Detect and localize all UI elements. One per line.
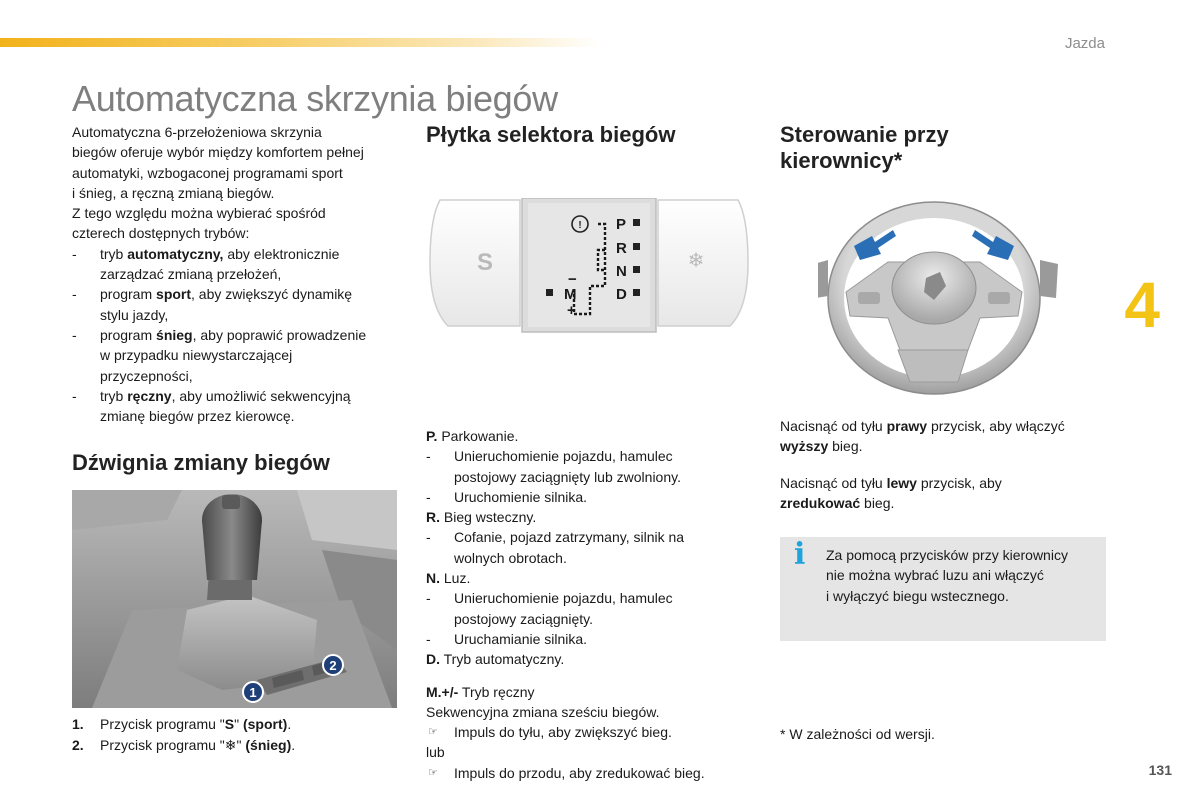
top-accent-bar — [0, 38, 600, 47]
downshift-text: Nacisnąć od tyłu lewy przycisk, aby zredukować bieg. — [780, 474, 1002, 511]
mode-text: w przypadku niewystarczającej — [100, 347, 293, 364]
snow-button-icon: ❄ — [687, 248, 705, 272]
mode-text: zmianę biegów przez kierowcę. — [100, 408, 295, 425]
info-box — [780, 537, 1106, 641]
indicator-m — [546, 289, 553, 296]
position-detail: - Unieruchomienie pojazdu, hamulec postojowy zaciągnięty lub zwolniony. — [426, 448, 681, 485]
mode-text: tryb — [100, 245, 128, 262]
selector-n: N — [616, 263, 627, 280]
mode-text: aby elektronicznie — [223, 245, 340, 262]
position-detail: - Unieruchomienie pojazdu, hamulec postojowy zaciągnięty. — [426, 590, 673, 627]
legend-number: 2. — [72, 736, 84, 753]
mode-text: , aby zwiększyć dynamikę — [191, 286, 353, 303]
lever-heading: Dźwignia zmiany biegów — [72, 450, 330, 476]
legend-text: " — [234, 716, 243, 733]
mode-name: śnieg — [156, 326, 193, 343]
intro-text — [72, 122, 402, 244]
legend-item-2 — [72, 735, 402, 755]
upshift-text: Nacisnąć od tyłu prawy przycisk, aby włączyć wyższy bieg. — [780, 418, 1065, 455]
selector-p: P — [616, 216, 627, 233]
indicator-r — [633, 243, 640, 250]
intro-line: Z tego względu można wybierać spośród — [72, 205, 326, 222]
position-p: P. Parkowanie. — [426, 428, 519, 444]
position-d: D. Tryb automatyczny. — [426, 651, 565, 668]
manual-bullet: ☞ Impuls do przodu, aby zredukować bieg. — [426, 763, 756, 783]
page-title: Automatyczna skrzynia biegów — [72, 78, 558, 119]
footnote: * W zależności od wersji. — [780, 726, 935, 742]
indicator-n — [633, 266, 640, 273]
photo-legend — [72, 714, 402, 755]
indicator-d — [633, 289, 640, 296]
column-intro — [72, 122, 402, 755]
steering-instructions — [780, 416, 1110, 513]
gear-lever-photo — [72, 490, 397, 708]
manual-line: Sekwencyjna zmiana sześciu biegów. — [426, 703, 660, 720]
snowflake-icon: ❄ — [224, 736, 237, 753]
intro-line: i śnieg, a ręczną zmianą biegów. — [72, 184, 275, 201]
mode-text: , aby umożliwić sekwencyjną — [171, 387, 351, 404]
svg-text:!: ! — [578, 220, 582, 231]
selector-heading: Płytka selektora biegów — [426, 122, 676, 147]
position-detail: - Uruchomienie silnika. — [426, 488, 588, 505]
legend-text: Przycisk programu " — [100, 736, 225, 753]
mode-text: przyczepności, — [100, 367, 193, 384]
mode-item-automatic: - tryb automatyczny, aby elektronicznie zarządzać zmianą przełożeń, — [72, 244, 402, 285]
mode-text: tryb — [100, 387, 128, 404]
legend-key: (sport) — [242, 716, 288, 733]
intro-line: Automatyczna 6-przełożeniowa skrzynia — [72, 124, 322, 140]
position-detail: - Cofanie, pojazd zatrzymany, silnik na wolnych obrotach. — [426, 529, 685, 566]
sport-button-label: S — [476, 249, 494, 276]
mode-text: , aby poprawić prowadzenie — [192, 326, 367, 343]
position-list — [426, 426, 756, 670]
mode-name: ręczny — [127, 387, 172, 404]
selector-plus: + — [567, 302, 576, 319]
section-name: Jazda — [1064, 35, 1105, 52]
legend-text: " — [236, 736, 246, 753]
column-steering — [780, 122, 1110, 742]
info-icon: i — [794, 537, 806, 573]
chapter-number: 4 — [1124, 269, 1160, 341]
mode-item-snow: - program śnieg, aby poprawić prowadzenie w przypadku niewystarczającej przyczepności, — [72, 325, 402, 386]
selector-r: R — [616, 240, 627, 257]
mode-item-manual: - tryb ręczny, aby umożliwić sekwencyjną zmianę biegów przez kierowcę. — [72, 386, 402, 427]
legend-item-1 — [72, 714, 402, 734]
column-selector — [426, 122, 756, 783]
mode-name: automatyczny, — [127, 245, 224, 262]
info-text: Za pomocą przycisków przy kierownicy nie można wybrać luzu ani włączyć i wyłączyć biegu wstecznego. — [826, 547, 1068, 604]
position-r: R. Bieg wsteczny. — [426, 509, 537, 526]
manual-bullet: ☞ Impuls do tyłu, aby zwiększyć bieg. — [426, 722, 756, 742]
mode-list — [72, 244, 402, 427]
intro-line: czterech dostępnych trybów: — [72, 225, 250, 242]
selector-minus: − — [568, 271, 577, 288]
mode-text: program — [100, 326, 157, 343]
svg-text:2: 2 — [329, 658, 337, 674]
legend-text: . — [287, 716, 292, 733]
selector-m: M — [564, 286, 577, 303]
manual-or: lub — [426, 744, 445, 761]
manual-mode — [426, 682, 756, 783]
steering-wheel-illustration — [818, 200, 1110, 400]
intro-line: automatyki, wzbogaconej programami sport — [72, 164, 343, 181]
manual-heading: M.+/- Tryb ręczny — [426, 683, 535, 700]
pointing-hand-icon: ☞ — [428, 766, 438, 779]
intro-line: biegów oferuje wybór między komfortem pełnej — [72, 144, 364, 161]
mode-text: program — [100, 286, 157, 303]
page-number: 131 — [1148, 762, 1172, 778]
legend-text: Przycisk programu " — [100, 716, 225, 733]
svg-text:1: 1 — [249, 685, 257, 701]
mode-item-sport: - program sport, aby zwiększyć dynamikę stylu jazdy, — [72, 284, 402, 325]
legend-text: . — [291, 736, 296, 753]
position-n: N. Luz. — [426, 570, 471, 587]
steering-heading: Sterowanie przy kierownicy* — [780, 122, 949, 173]
selector-d: D — [616, 286, 627, 303]
mode-text: stylu jazdy, — [100, 306, 169, 323]
pointing-hand-icon: ☞ — [428, 726, 438, 739]
legend-key: S — [224, 716, 235, 733]
gear-selector-diagram — [428, 198, 756, 334]
legend-key: (śnieg) — [245, 736, 292, 753]
position-detail: - Uruchamianie silnika. — [426, 630, 588, 647]
mode-name: sport — [156, 286, 192, 303]
mode-text: zarządzać zmianą przełożeń, — [100, 266, 282, 283]
legend-number: 1. — [72, 716, 84, 733]
indicator-p — [633, 219, 640, 226]
